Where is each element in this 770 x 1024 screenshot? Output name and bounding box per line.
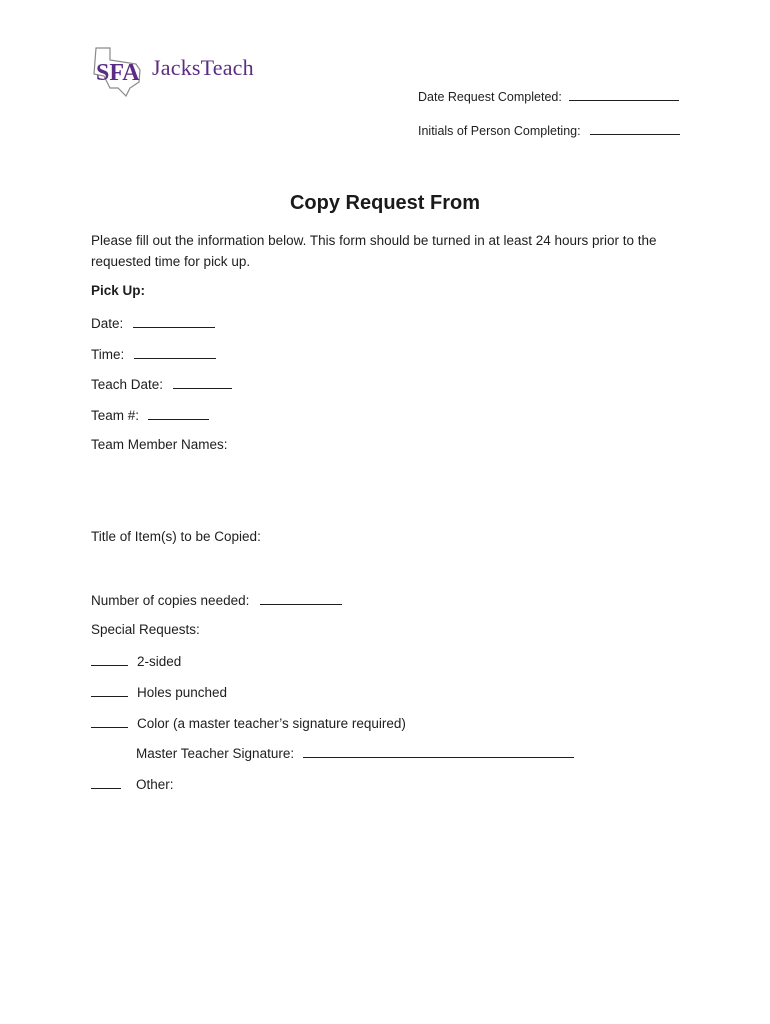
option-holes-punched <box>91 683 227 700</box>
special-requests-label: Special Requests: <box>91 622 200 637</box>
team-label: Team #: <box>91 408 140 423</box>
other-checkbox[interactable] <box>91 775 121 789</box>
two-sided-checkbox[interactable] <box>91 652 128 666</box>
copies-row <box>91 591 342 608</box>
option-color <box>91 714 406 731</box>
copies-label: Number of copies needed: <box>91 593 250 608</box>
pickup-heading: Pick Up: <box>91 283 146 298</box>
master-signature-row <box>136 744 574 761</box>
two-sided-label: 2-sided <box>137 654 182 669</box>
initials-blank[interactable] <box>590 121 680 135</box>
date-row <box>91 314 215 331</box>
team-members-label: Team Member Names: <box>91 437 228 452</box>
logo-text: JacksTeach <box>152 55 254 80</box>
team-row <box>91 406 209 423</box>
form-intro: Please fill out the information below. This form should be turned in at least 24 hours prior to the requested time for pick up. <box>91 233 657 269</box>
team-blank[interactable] <box>148 406 209 420</box>
sfa-texas-logo-icon <box>90 44 148 98</box>
color-checkbox[interactable] <box>91 714 128 728</box>
option-two-sided <box>91 652 181 669</box>
master-signature-blank[interactable] <box>303 744 574 758</box>
date-label: Date: <box>91 316 124 331</box>
date-request-completed-label: Date Request Completed: <box>418 90 562 104</box>
other-label: Other: <box>136 777 174 792</box>
initials-label: Initials of Person Completing: <box>418 124 581 138</box>
holes-punched-checkbox[interactable] <box>91 683 128 697</box>
date-request-completed <box>418 87 679 104</box>
teach-date-label: Teach Date: <box>91 377 164 392</box>
initials-completing <box>418 121 680 138</box>
copies-blank[interactable] <box>260 591 342 605</box>
time-blank[interactable] <box>134 345 216 359</box>
date-request-completed-blank[interactable] <box>569 87 679 101</box>
date-blank[interactable] <box>133 314 215 328</box>
teach-date-blank[interactable] <box>173 375 232 389</box>
time-row <box>91 345 216 362</box>
form-title: Copy Request From <box>289 192 481 214</box>
color-label: Color (a master teacher’s signature required) <box>137 716 406 731</box>
master-signature-label: Master Teacher Signature: <box>136 746 295 761</box>
option-other <box>91 775 174 792</box>
logo <box>90 44 254 98</box>
logo-monogram: SFA <box>96 60 140 86</box>
holes-punched-label: Holes punched <box>137 685 228 700</box>
title-items-label: Title of Item(s) to be Copied: <box>91 529 261 544</box>
time-label: Time: <box>91 347 125 362</box>
teach-date-row <box>91 375 232 392</box>
